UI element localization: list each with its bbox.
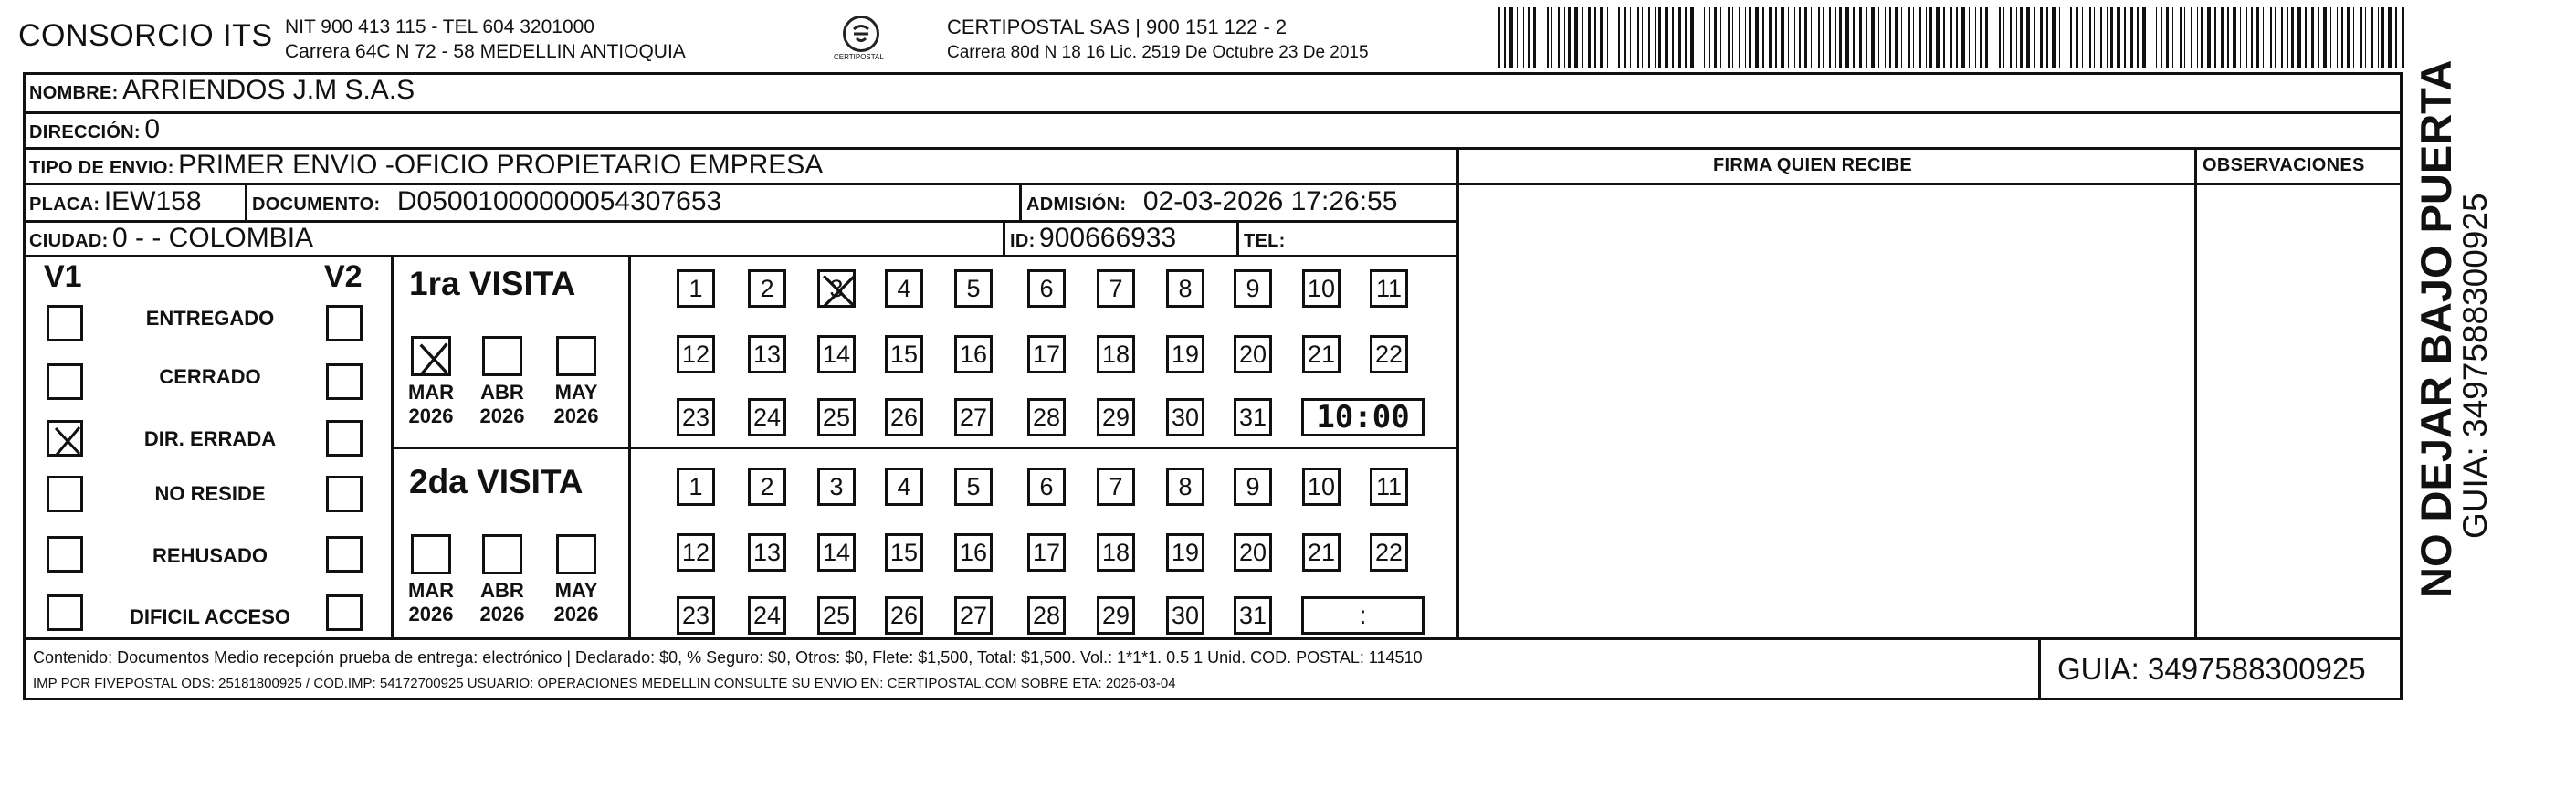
side-notice: NO DEJAR BAJO PUERTA bbox=[2412, 59, 2460, 598]
v2-checkbox[interactable] bbox=[326, 305, 363, 341]
documento-label: DOCUMENTO: bbox=[252, 194, 381, 215]
day-box[interactable]: 11 bbox=[1370, 269, 1408, 308]
visit-title: 1ra VISITA bbox=[409, 265, 576, 302]
col-divider bbox=[1003, 220, 1005, 255]
v2-checkbox[interactable] bbox=[326, 476, 363, 512]
day-box[interactable]: 1 bbox=[677, 269, 715, 308]
col-divider bbox=[1236, 220, 1239, 255]
month-label bbox=[398, 579, 464, 626]
side-guia: GUIA: 3497588300925 bbox=[2456, 193, 2494, 539]
observaciones-label: OBSERVACIONES bbox=[2203, 155, 2365, 175]
day-box[interactable]: 5 bbox=[954, 269, 993, 308]
day-box[interactable]: 10 bbox=[1302, 468, 1341, 506]
courier-license: Carrera 80d N 18 16 Lic. 2519 De Octubre 23 De 2015 bbox=[947, 43, 1369, 62]
id-value: 900666933 bbox=[1039, 223, 1177, 253]
month-checkbox[interactable] bbox=[482, 534, 522, 574]
month-label bbox=[469, 381, 535, 428]
day-box[interactable]: 22 bbox=[1370, 533, 1408, 572]
courier-name: CERTIPOSTAL SAS | 900 151 122 - 2 bbox=[947, 16, 1288, 38]
day-box[interactable]: 31 bbox=[1234, 398, 1272, 436]
day-box[interactable]: 7 bbox=[1097, 269, 1135, 308]
v1-checkbox[interactable] bbox=[47, 536, 83, 573]
month-year: 2026 bbox=[408, 603, 454, 625]
firma-label: FIRMA QUIEN RECIBE bbox=[1713, 155, 1912, 175]
direccion-row bbox=[29, 114, 160, 145]
day-box[interactable]: 3 bbox=[817, 468, 856, 506]
day-box[interactable]: 15 bbox=[885, 335, 923, 373]
company-nit: NIT 900 413 115 - TEL 604 3201000 bbox=[285, 16, 594, 37]
month-year: 2026 bbox=[408, 404, 454, 427]
status-label: DIR. ERRADA bbox=[143, 427, 277, 450]
ciudad-value: 0 - - COLOMBIA bbox=[112, 223, 314, 253]
status-label: CERRADO bbox=[159, 365, 261, 388]
v1-checkbox[interactable] bbox=[47, 420, 83, 457]
row-divider bbox=[23, 111, 2403, 114]
day-box[interactable]: 9 bbox=[1234, 269, 1272, 308]
v1-checkbox[interactable] bbox=[47, 363, 83, 400]
day-box[interactable]: 30 bbox=[1166, 398, 1204, 436]
visit-title: 2da VISITA bbox=[409, 463, 584, 500]
month-checkbox[interactable] bbox=[411, 336, 451, 376]
tipo-envio-row bbox=[29, 150, 823, 181]
day-box[interactable]: 8 bbox=[1166, 468, 1204, 506]
id-label: ID: bbox=[1010, 231, 1036, 251]
nombre-value: ARRIENDOS J.M S.A.S bbox=[122, 75, 415, 105]
month-label bbox=[543, 579, 609, 626]
day-box[interactable]: 28 bbox=[1027, 398, 1066, 436]
nombre-label: NOMBRE: bbox=[29, 83, 119, 103]
barcode bbox=[1498, 7, 2411, 68]
logo-caption: CERTIPOSTAL bbox=[834, 53, 884, 61]
admision-field bbox=[1026, 186, 1397, 217]
v1-checkbox[interactable] bbox=[47, 305, 83, 341]
day-box[interactable]: 3 bbox=[817, 269, 856, 308]
day-box[interactable]: 4 bbox=[885, 468, 923, 506]
day-box[interactable]: 24 bbox=[748, 596, 786, 635]
v1-label: V1 bbox=[44, 259, 82, 294]
nombre-row bbox=[29, 75, 415, 106]
day-box[interactable]: 14 bbox=[817, 335, 856, 373]
day-box[interactable]: 2 bbox=[748, 269, 786, 308]
day-box[interactable]: 22 bbox=[1370, 335, 1408, 373]
v1-checkbox[interactable] bbox=[47, 476, 83, 512]
day-box[interactable]: 4 bbox=[885, 269, 923, 308]
day-box[interactable]: 24 bbox=[748, 398, 786, 436]
v2-checkbox[interactable] bbox=[326, 420, 363, 457]
day-box[interactable]: 27 bbox=[954, 398, 993, 436]
status-label: REHUSADO bbox=[152, 544, 268, 567]
col-divider bbox=[1456, 147, 1459, 637]
day-box[interactable]: 1 bbox=[677, 468, 715, 506]
row-divider bbox=[23, 255, 1456, 257]
placa-label: PLACA: bbox=[29, 194, 100, 215]
month-name: ABR bbox=[480, 381, 524, 404]
day-box[interactable]: 16 bbox=[954, 335, 993, 373]
day-box[interactable]: 19 bbox=[1166, 335, 1204, 373]
day-box[interactable]: 6 bbox=[1027, 269, 1066, 308]
month-name: MAY bbox=[554, 579, 598, 602]
visit-divider bbox=[391, 447, 1456, 449]
tipo-envio-value: PRIMER ENVIO -OFICIO PROPIETARIO EMPRESA bbox=[178, 150, 824, 180]
day-box[interactable]: 18 bbox=[1097, 533, 1135, 572]
v2-checkbox[interactable] bbox=[326, 594, 363, 631]
day-box[interactable]: 17 bbox=[1027, 533, 1066, 572]
status-label: ENTREGADO bbox=[145, 307, 275, 330]
placa-value: IEW158 bbox=[103, 186, 202, 216]
tel-field bbox=[1244, 223, 1286, 254]
day-box[interactable]: 2 bbox=[748, 468, 786, 506]
col-divider bbox=[1019, 183, 1022, 220]
imp-text: IMP POR FIVEPOSTAL ODS: 25181800925 / COD.IMP: 54172700925 USUARIO: OPERACIONES MEDELLIN CONSULTE SU ENVIO EN: CERTIPOSTAL.COM SOBRE ETA: 2026-03-04 bbox=[33, 676, 1176, 691]
day-box[interactable]: 28 bbox=[1027, 596, 1066, 635]
id-field bbox=[1010, 223, 1176, 254]
admision-value: 02-03-2026 17:26:55 bbox=[1142, 186, 1398, 216]
day-box[interactable]: 11 bbox=[1370, 468, 1408, 506]
month-year: 2026 bbox=[479, 603, 525, 625]
month-checkbox[interactable] bbox=[556, 336, 596, 376]
tipo-envio-label: TIPO DE ENVIO: bbox=[29, 158, 174, 178]
admision-label: ADMISIÓN: bbox=[1026, 194, 1127, 215]
month-checkbox[interactable] bbox=[482, 336, 522, 376]
month-name: MAR bbox=[407, 579, 455, 602]
day-box[interactable]: 26 bbox=[885, 398, 923, 436]
day-box[interactable]: 25 bbox=[817, 398, 856, 436]
day-box[interactable]: 25 bbox=[817, 596, 856, 635]
month-year: 2026 bbox=[553, 603, 599, 625]
row-divider bbox=[23, 183, 2403, 185]
day-box[interactable]: 15 bbox=[885, 533, 923, 572]
documento-value: D05001000000054307653 bbox=[396, 186, 722, 216]
day-box[interactable]: 23 bbox=[677, 596, 715, 635]
v2-label: V2 bbox=[324, 259, 363, 294]
month-name: MAR bbox=[407, 381, 455, 404]
v2-checkbox[interactable] bbox=[326, 536, 363, 573]
day-box[interactable]: 19 bbox=[1166, 533, 1204, 572]
day-box[interactable]: 29 bbox=[1097, 398, 1135, 436]
time-box[interactable] bbox=[1301, 398, 1425, 436]
footer-divider bbox=[23, 637, 2403, 640]
day-box[interactable]: 27 bbox=[954, 596, 993, 635]
month-year: 2026 bbox=[553, 404, 599, 427]
month-checkbox[interactable] bbox=[411, 534, 451, 574]
day-box[interactable]: 12 bbox=[677, 335, 715, 373]
day-box[interactable]: 16 bbox=[954, 533, 993, 572]
v2-checkbox[interactable] bbox=[326, 363, 363, 400]
day-box[interactable]: 8 bbox=[1166, 269, 1204, 308]
v1-checkbox[interactable] bbox=[47, 594, 83, 631]
company-address: Carrera 64C N 72 - 58 MEDELLIN ANTIOQUIA bbox=[285, 41, 686, 62]
visit-time: : bbox=[1359, 601, 1367, 629]
visit-time: 10:00 bbox=[1316, 399, 1410, 436]
day-box[interactable]: 18 bbox=[1097, 335, 1135, 373]
month-year: 2026 bbox=[479, 404, 525, 427]
time-box[interactable] bbox=[1301, 596, 1425, 635]
day-box[interactable]: 20 bbox=[1234, 533, 1272, 572]
day-box[interactable]: 9 bbox=[1234, 468, 1272, 506]
certipostal-logo-icon bbox=[843, 16, 879, 52]
day-box[interactable]: 17 bbox=[1027, 335, 1066, 373]
col-divider bbox=[245, 183, 247, 220]
tel-label: TEL: bbox=[1244, 231, 1286, 251]
day-box[interactable]: 6 bbox=[1027, 468, 1066, 506]
direccion-value: 0 bbox=[144, 114, 161, 144]
day-box[interactable]: 13 bbox=[748, 335, 786, 373]
month-label bbox=[469, 579, 535, 626]
day-box[interactable]: 29 bbox=[1097, 596, 1135, 635]
guia-number: GUIA: 3497588300925 bbox=[2057, 652, 2366, 686]
day-box[interactable]: 7 bbox=[1097, 468, 1135, 506]
documento-field bbox=[252, 186, 721, 217]
day-box[interactable]: 21 bbox=[1302, 533, 1341, 572]
month-label bbox=[543, 381, 609, 428]
month-name: MAY bbox=[554, 381, 598, 404]
day-box[interactable]: 10 bbox=[1302, 269, 1341, 308]
day-box[interactable]: 20 bbox=[1234, 335, 1272, 373]
contenido-text: Contenido: Documentos Medio recepción prueba de entrega: electrónico | Declarado: $0, % Seguro: $0, Otros: $0, Flete: $1,500, Total: $1,500. Vol.: 1*1*1. 0.5 1 Unid. COD. POSTAL: 114510 bbox=[33, 648, 1423, 667]
day-box[interactable]: 5 bbox=[954, 468, 993, 506]
month-checkbox[interactable] bbox=[556, 534, 596, 574]
day-box[interactable]: 21 bbox=[1302, 335, 1341, 373]
day-box[interactable]: 13 bbox=[748, 533, 786, 572]
ciudad-field bbox=[29, 223, 313, 254]
day-box[interactable]: 14 bbox=[817, 533, 856, 572]
day-box[interactable]: 12 bbox=[677, 533, 715, 572]
day-box[interactable]: 26 bbox=[885, 596, 923, 635]
direccion-label: DIRECCIÓN: bbox=[29, 122, 141, 142]
day-box[interactable]: 30 bbox=[1166, 596, 1204, 635]
day-box[interactable]: 23 bbox=[677, 398, 715, 436]
day-box[interactable]: 31 bbox=[1234, 596, 1272, 635]
col-divider bbox=[2194, 147, 2197, 637]
month-name: ABR bbox=[480, 579, 524, 602]
month-label bbox=[398, 381, 464, 428]
ciudad-label: CIUDAD: bbox=[29, 231, 109, 251]
status-label: NO RESIDE bbox=[154, 482, 266, 505]
company-name: CONSORCIO ITS bbox=[18, 18, 273, 53]
placa-field bbox=[29, 186, 202, 217]
col-divider bbox=[2038, 637, 2041, 700]
status-label: DIFICIL ACCESO bbox=[129, 605, 290, 628]
